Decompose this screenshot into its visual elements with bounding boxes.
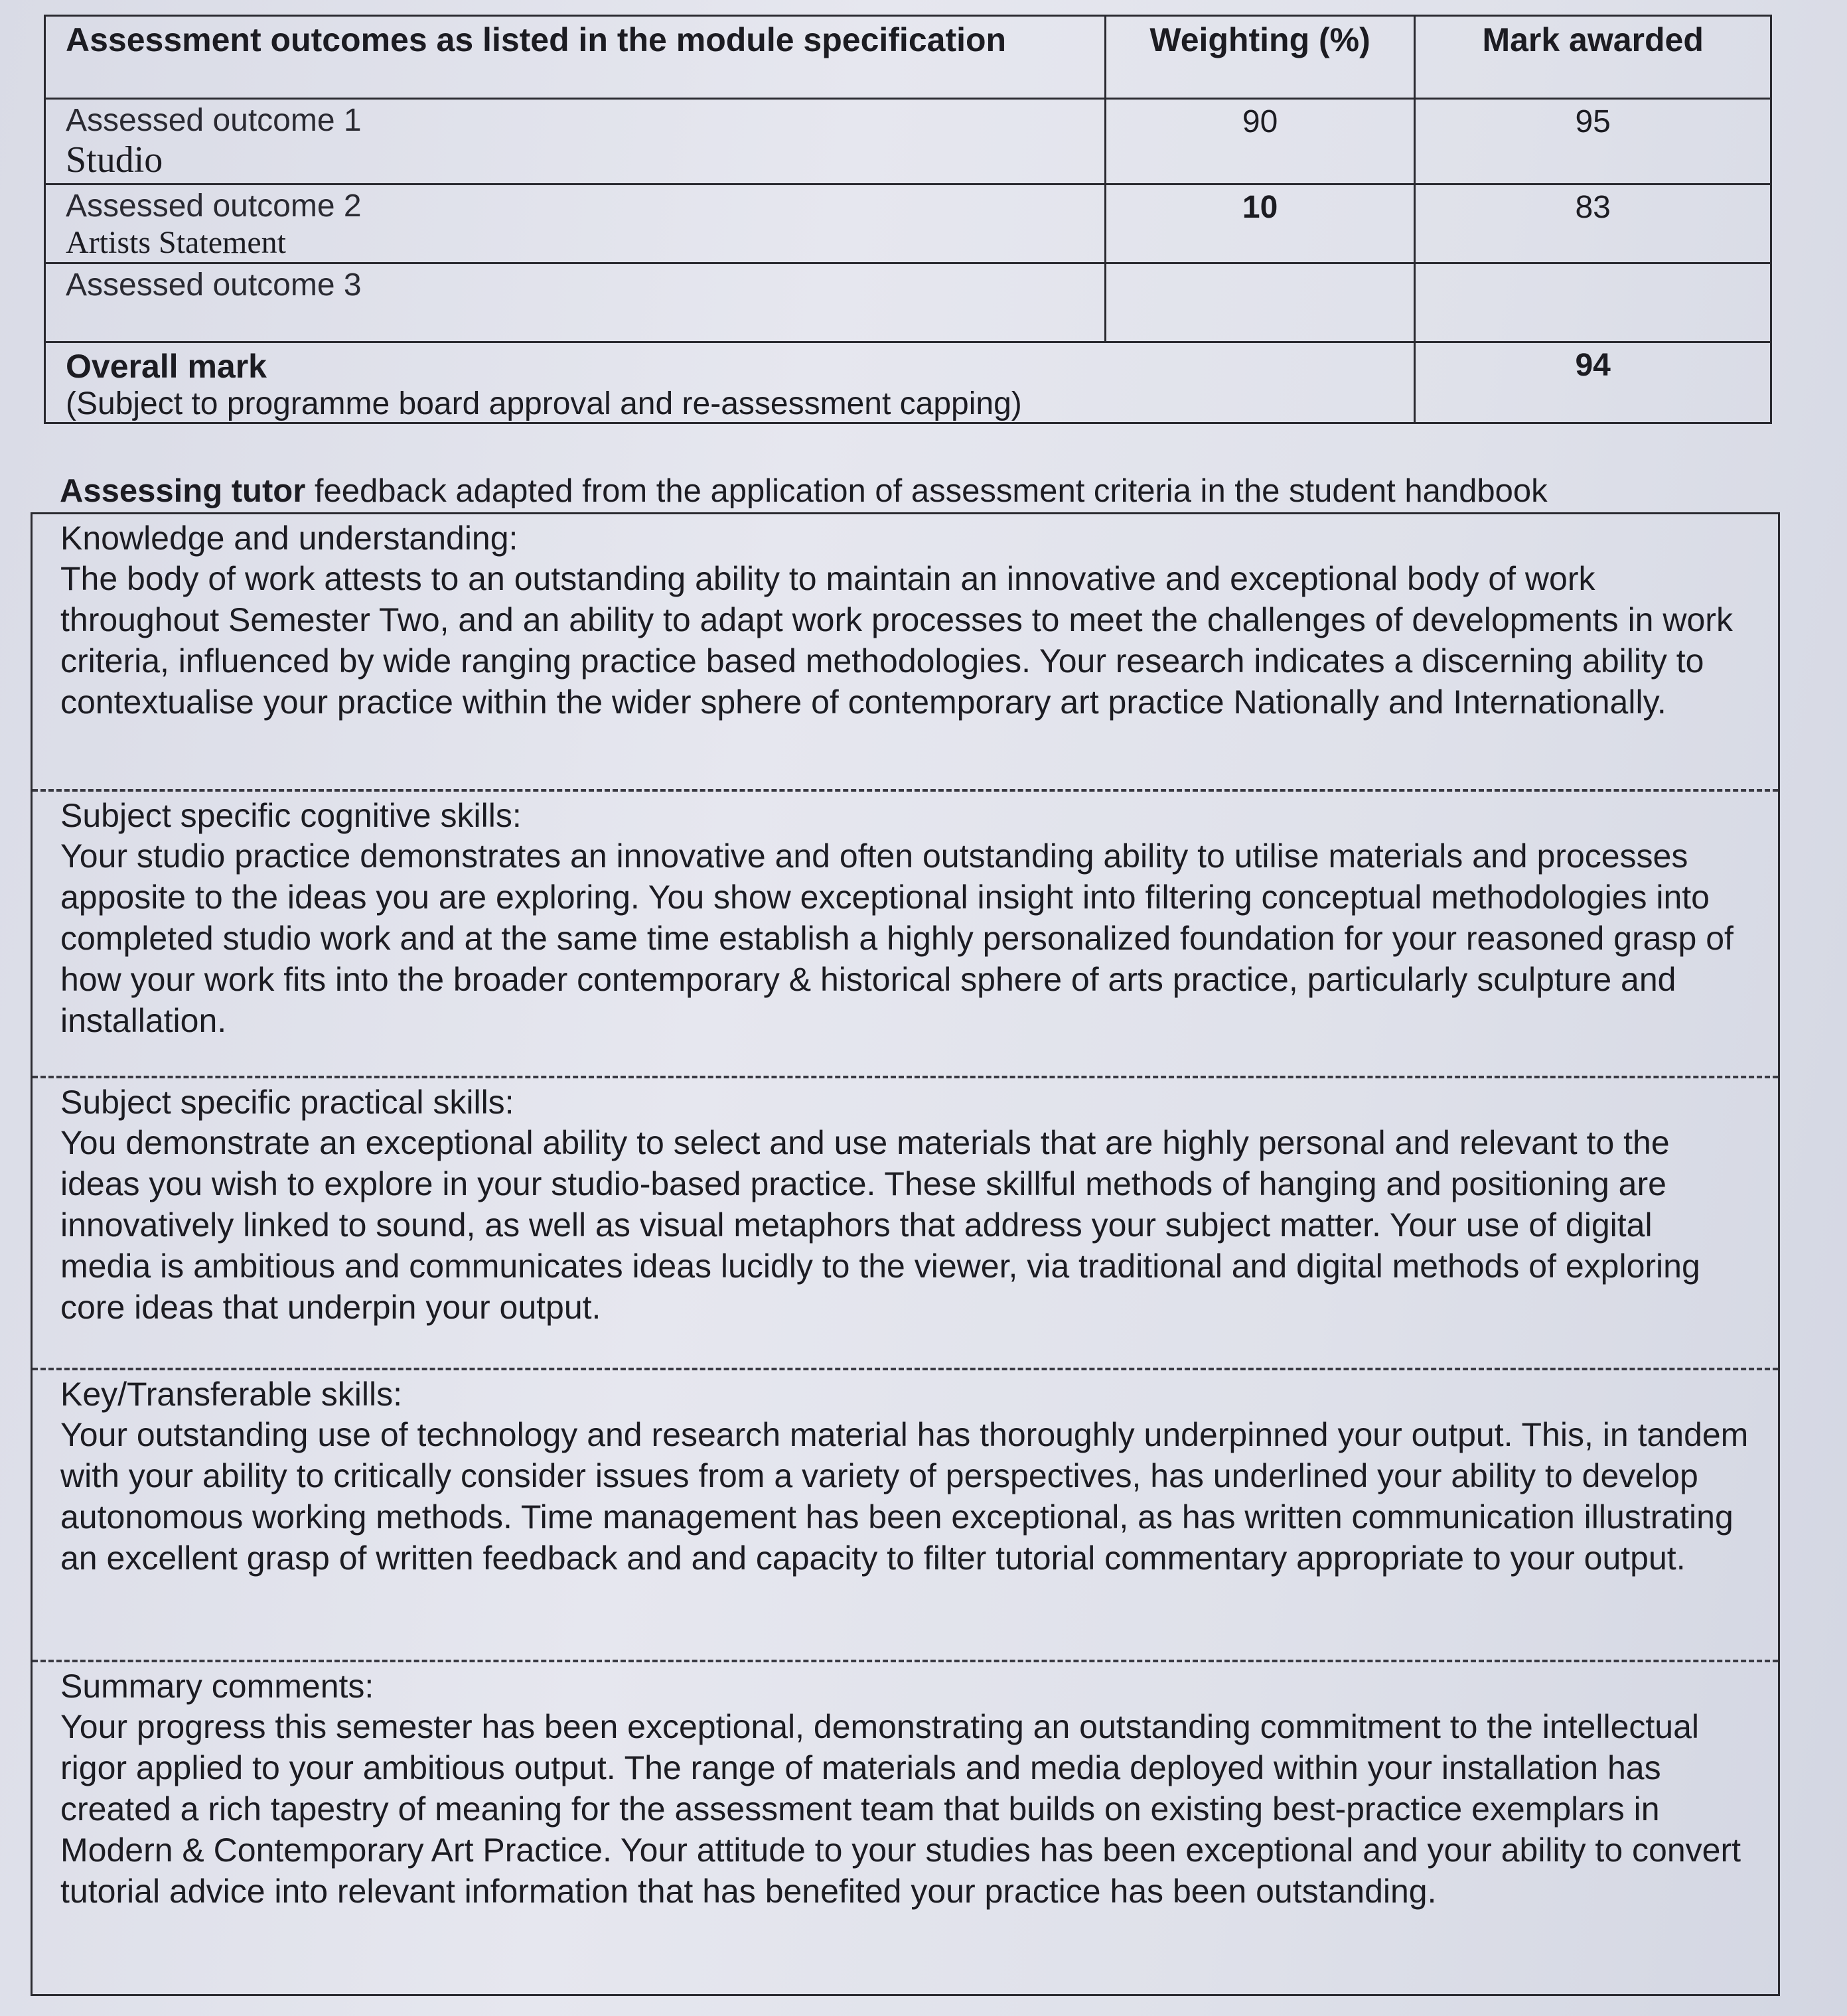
overall-note: (Subject to programme board approval and re-assessment capping): [66, 386, 1022, 421]
header-outcomes: Assessment outcomes as listed in the module specification: [45, 16, 1106, 99]
outcome-name: Studio: [66, 139, 163, 180]
feedback-section-knowledge: [33, 514, 1778, 789]
table-row: [45, 184, 1771, 263]
overall-row: [45, 342, 1771, 423]
overall-title: Overall mark: [66, 348, 267, 385]
feedback-section-summary: [33, 1660, 1778, 1994]
section-title: Subject specific practical skills:: [60, 1084, 514, 1121]
weighting-cell: [1105, 99, 1415, 184]
feedback-box: [31, 512, 1780, 1996]
overall-cell: [45, 342, 1415, 423]
feedback-section-transferable: [33, 1368, 1778, 1660]
marks-table-header-row: [45, 16, 1771, 99]
outcome-label: Assessed outcome 1: [66, 103, 362, 138]
section-text: The body of work attests to an outstanding ability to maintain an innovative and exceptional body of work throughout Semester Two, and an ability to adapt work processes to meet the challenges of developments in work criteria, influenced by wide ranging practice based methodologies. Your research indicates a discerning ability to contextualise your practice within the wider sphere of contemporary art practice Nationally and Internationally.: [60, 560, 1733, 721]
section-title: Knowledge and understanding:: [60, 520, 518, 557]
section-text: Your studio practice demonstrates an innovative and often outstanding ability to utilise materials and processes apposite to the ideas you are exploring. You show exceptional insight into filtering conceptual methodologies into completed studio work and at the same time establish a highly personalized foundation for your reasoned grasp of how your work fits into the broader contemporary & historical sphere of arts practice, particularly sculpture and installation.: [60, 837, 1734, 1039]
table-row: [45, 263, 1771, 342]
overall-mark-value: 94: [1575, 348, 1611, 383]
outcome-cell: [45, 184, 1106, 263]
weighting-cell: [1105, 184, 1415, 263]
section-text: Your progress this semester has been exceptional, demonstrating an outstanding commitment to the intellectual rigor applied to your ambitious output. The range of materials and media deployed within your installation has created a rich tapestry of meaning for the assessment team that builds on existing best-practice exemplars in Modern & Contemporary Art Practice. Your attitude to your studies has been exceptional and your ability to convert tutorial advice into relevant information that has benefited your practice has been outstanding.: [60, 1708, 1741, 1910]
outcome-label: Assessed outcome 3: [66, 267, 362, 303]
outcome-cell: [45, 263, 1106, 342]
mark-value: 95: [1575, 104, 1611, 139]
mark-value: 83: [1575, 190, 1611, 225]
feedback-heading: [60, 472, 1548, 510]
section-title: Summary comments:: [60, 1668, 374, 1705]
outcome-label: Assessed outcome 2: [66, 188, 362, 224]
section-text: Your outstanding use of technology and research material has thoroughly underpinned your output. This, in tandem with your ability to critically consider issues from a variety of perspectives, has underlined your ability to develop autonomous working methods. Time management has been exceptional, as has written communication illustrating an excellent grasp of written feedback and and capacity to filter tutorial commentary appropriate to your output.: [60, 1416, 1749, 1577]
feedback-section-cognitive: [33, 789, 1778, 1076]
section-text: You demonstrate an exceptional ability to select and use materials that are highly personal and relevant to the ideas you wish to explore in your studio-based practice. These skillful methods of hanging and positioning are innovatively linked to sound, as well as visual metaphors that address your subject matter. Your use of digital media is ambitious and communicates ideas lucidly to the viewer, via traditional and digital methods of exploring core ideas that underpin your output.: [60, 1124, 1700, 1326]
feedback-section-practical: [33, 1076, 1778, 1368]
section-title: Key/Transferable skills:: [60, 1376, 402, 1413]
overall-mark-cell: [1415, 342, 1771, 423]
mark-cell: [1415, 263, 1771, 342]
weighting-value: 10: [1242, 190, 1278, 225]
weighting-value: 90: [1242, 104, 1278, 139]
mark-cell: [1415, 99, 1771, 184]
header-mark: Mark awarded: [1415, 16, 1771, 99]
outcome-cell: [45, 99, 1106, 184]
weighting-cell: [1105, 263, 1415, 342]
table-row: [45, 99, 1771, 184]
feedback-heading-rest: feedback adapted from the application of assessment criteria in the student handbook: [305, 473, 1548, 509]
outcome-name: Artists Statement: [66, 225, 286, 260]
feedback-heading-bold: Assessing tutor: [60, 473, 306, 509]
mark-cell: [1415, 184, 1771, 263]
marks-table: [44, 15, 1772, 424]
header-weighting: Weighting (%): [1105, 16, 1415, 99]
section-title: Subject specific cognitive skills:: [60, 797, 522, 834]
